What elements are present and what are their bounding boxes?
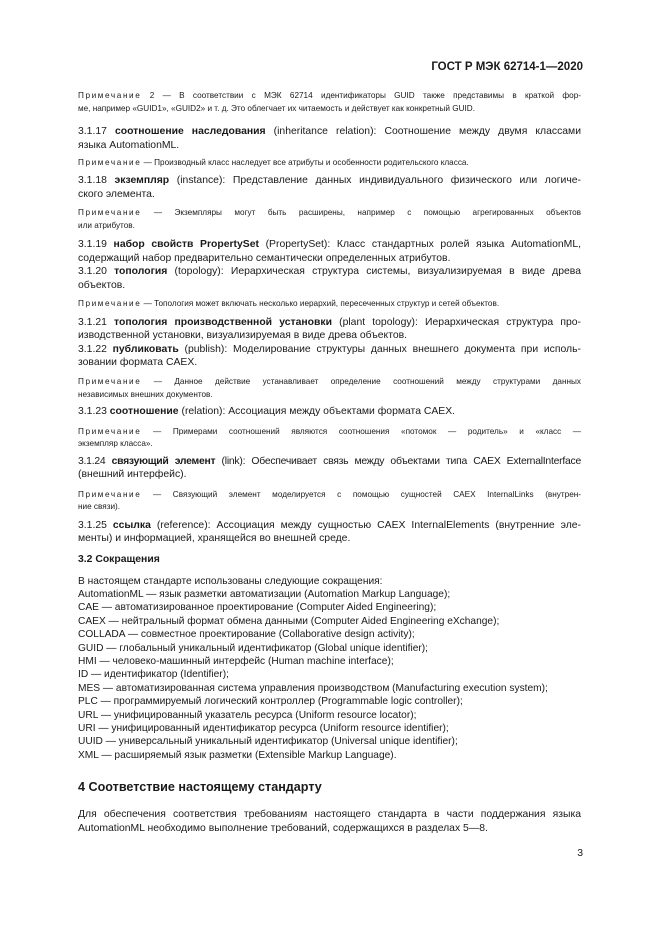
list-item: COLLADA — совместное проектирование (Collaborative design activity); [78, 629, 415, 641]
term-name: топология [114, 266, 168, 277]
term-definition [78, 125, 581, 139]
note-text: или атрибутов. [78, 221, 135, 230]
abbrev-list [78, 588, 548, 762]
term-name: ссылка [112, 520, 151, 531]
term-text: менты) и информацией, хранящейся во внешней среде. [78, 533, 351, 544]
note-text: — Связующий элемент моделируется с помощью сущностей CAEX InternalLinks (внутрен- [141, 490, 581, 499]
term-text: (link): Обеспечивает связь между объектами типа CAEX ExternalInterface [215, 456, 581, 467]
term-number: 3.1.19 [78, 239, 114, 250]
term-definition [78, 174, 581, 188]
term-definition [78, 316, 581, 330]
section-heading: 4 Соответствие настоящему стандарту [78, 780, 322, 794]
note-line [78, 488, 581, 501]
term-number: 3.1.18 [78, 175, 115, 186]
list-item: ID — идентификатор (Identifier); [78, 669, 229, 681]
term-number: 3.1.24 [78, 456, 112, 467]
list-item: XML — расширяемый язык разметки (Extensible Markup Language). [78, 749, 397, 761]
note-text: — Примерами соотношений являются соотношения «потомок — родитель» и «класс — [141, 427, 581, 436]
term-text: языка AutomationML. [78, 140, 180, 151]
term-text: (instance): Представление данных индивидуального физического или логиче- [169, 175, 582, 186]
term-number: 3.1.23 [78, 406, 110, 417]
term-number: 3.1.25 [78, 520, 113, 531]
note-label: Примечание [78, 377, 142, 386]
note-label: Примечание [78, 208, 142, 217]
note-label: Примечание [78, 91, 142, 100]
paragraph-text: AutomationML необходимо выполнение требований, содержащихся в разделах 5—8. [78, 823, 488, 834]
term-text: (внешний интерфейс). [78, 469, 187, 480]
note-text: ние связи). [78, 502, 121, 511]
note-line [78, 89, 581, 102]
note-line [78, 297, 499, 310]
term-number: 3.1.17 [78, 126, 115, 137]
list-item: AutomationML — язык разметки автоматизации (Automation Markup Language); [78, 589, 451, 600]
term-text: (relation): Ассоциация между объектами формата CAEX. [178, 406, 456, 417]
list-item: UUID — универсальный уникальный идентификатор (Universal unique identifier); [78, 736, 458, 748]
note-label: Примечание [78, 299, 142, 308]
term-definition [78, 455, 581, 469]
term-text: ского элемента. [78, 189, 155, 200]
term-text: (topology): Иерархическая структура системы, визуализируемая в виде древа [167, 266, 581, 277]
note-text: 2 — В соответствии с МЭК 62714 идентификаторы GUID также представимы в краткой фор- [141, 91, 581, 100]
term-definition [78, 519, 581, 533]
term-name: соотношение [109, 406, 179, 417]
note-line [78, 425, 581, 438]
document-header: ГОСТ Р МЭК 62714-1—2020 [431, 61, 583, 73]
note-line [78, 375, 581, 388]
list-item: URI — унифицированный идентификатор ресурса (Uniform resource identifier); [78, 723, 449, 735]
term-name: топология производственной установки [114, 317, 332, 328]
note-text: экземпляр класса». [78, 439, 153, 448]
abbrev-intro: В настоящем стандарте использованы следующие сокращения: [78, 576, 383, 587]
note-text: — Производный класс наследует все атрибуты и особенности родительского класса. [141, 158, 469, 167]
term-text: изводственной установки, визуализируемая в виде древа объектов. [78, 330, 408, 341]
term-definition [78, 238, 581, 252]
term-number: 3.1.22 [78, 344, 113, 355]
section-heading: 3.2 Сокращения [78, 554, 160, 565]
term-text: (reference): Ассоциация между сущностью CAEX InternalElements (внутренние эле- [150, 520, 581, 531]
list-item: HMI — человеко-машинный интерфейс (Human machine interface); [78, 656, 394, 668]
note-text: независимых внешних документов. [78, 390, 213, 399]
note-text: — Экземпляры могут быть расширены, например с помощью агрегированных объектов [141, 208, 581, 217]
term-text: содержащий набор предварительно семантически определенных атрибутов. [78, 253, 451, 264]
note-label: Примечание [78, 427, 142, 436]
list-item: CAE — автоматизированное проектирование (Computer Aided Engineering); [78, 602, 437, 614]
page-number: 3 [577, 848, 583, 859]
list-item: CAEX — нейтральный формат обмена данными (Computer Aided Engineering eXchange); [78, 615, 500, 627]
term-name: набор свойств PropertySet [113, 239, 259, 250]
term-number: 3.1.21 [78, 317, 115, 328]
term-name: связующий элемент [111, 456, 216, 467]
term-text: (PropertySet): Класс стандартных ролей языка AutomationML, [258, 239, 581, 250]
list-item: PLC — программируемый логический контроллер (Programmable logic controller); [78, 696, 463, 708]
note-text: ме, например «GUID1», «GUID2» и т. д. Это облегчает их читаемость и действует как конкретный GUID. [78, 104, 475, 113]
term-definition [78, 405, 455, 419]
term-definition [78, 343, 581, 357]
term-text: (publish): Моделирование структуры данных внешнего документа при исполь- [178, 344, 581, 355]
paragraph-text: Для обеспечения соответствия требованиям настоящего стандарта в части поддержания языка [78, 809, 581, 820]
note-line [78, 206, 581, 219]
term-definition [78, 265, 581, 279]
note-text: — Топология может включать несколько иерархий, пересеченных структур и сетей объектов. [141, 299, 500, 308]
term-text: зовании формата CAEX. [78, 357, 198, 368]
note-label: Примечание [78, 490, 142, 499]
note-line [78, 156, 469, 169]
term-text: (inheritance relation): Соотношение между двумя классами [265, 126, 582, 137]
list-item: MES — автоматизированная система управления производством (Manufacturing execution system); [78, 682, 548, 694]
note-text: — Данное действие устанавливает определение соотношений между структурами данных [141, 377, 581, 386]
term-text: (plant topology): Иерархическая структура про- [331, 317, 581, 328]
list-item: URL — унифицированный указатель ресурса (Uniform resource locator); [78, 709, 417, 721]
list-item: GUID — глобальный уникальный идентификатор (Global unique identifier); [78, 642, 429, 654]
term-text: объектов. [78, 280, 126, 291]
term-name: экземпляр [114, 175, 170, 186]
term-name: публиковать [112, 344, 179, 355]
note-label: Примечание [78, 158, 142, 167]
term-number: 3.1.20 [78, 266, 115, 277]
term-name: соотношение наследования [114, 126, 266, 137]
